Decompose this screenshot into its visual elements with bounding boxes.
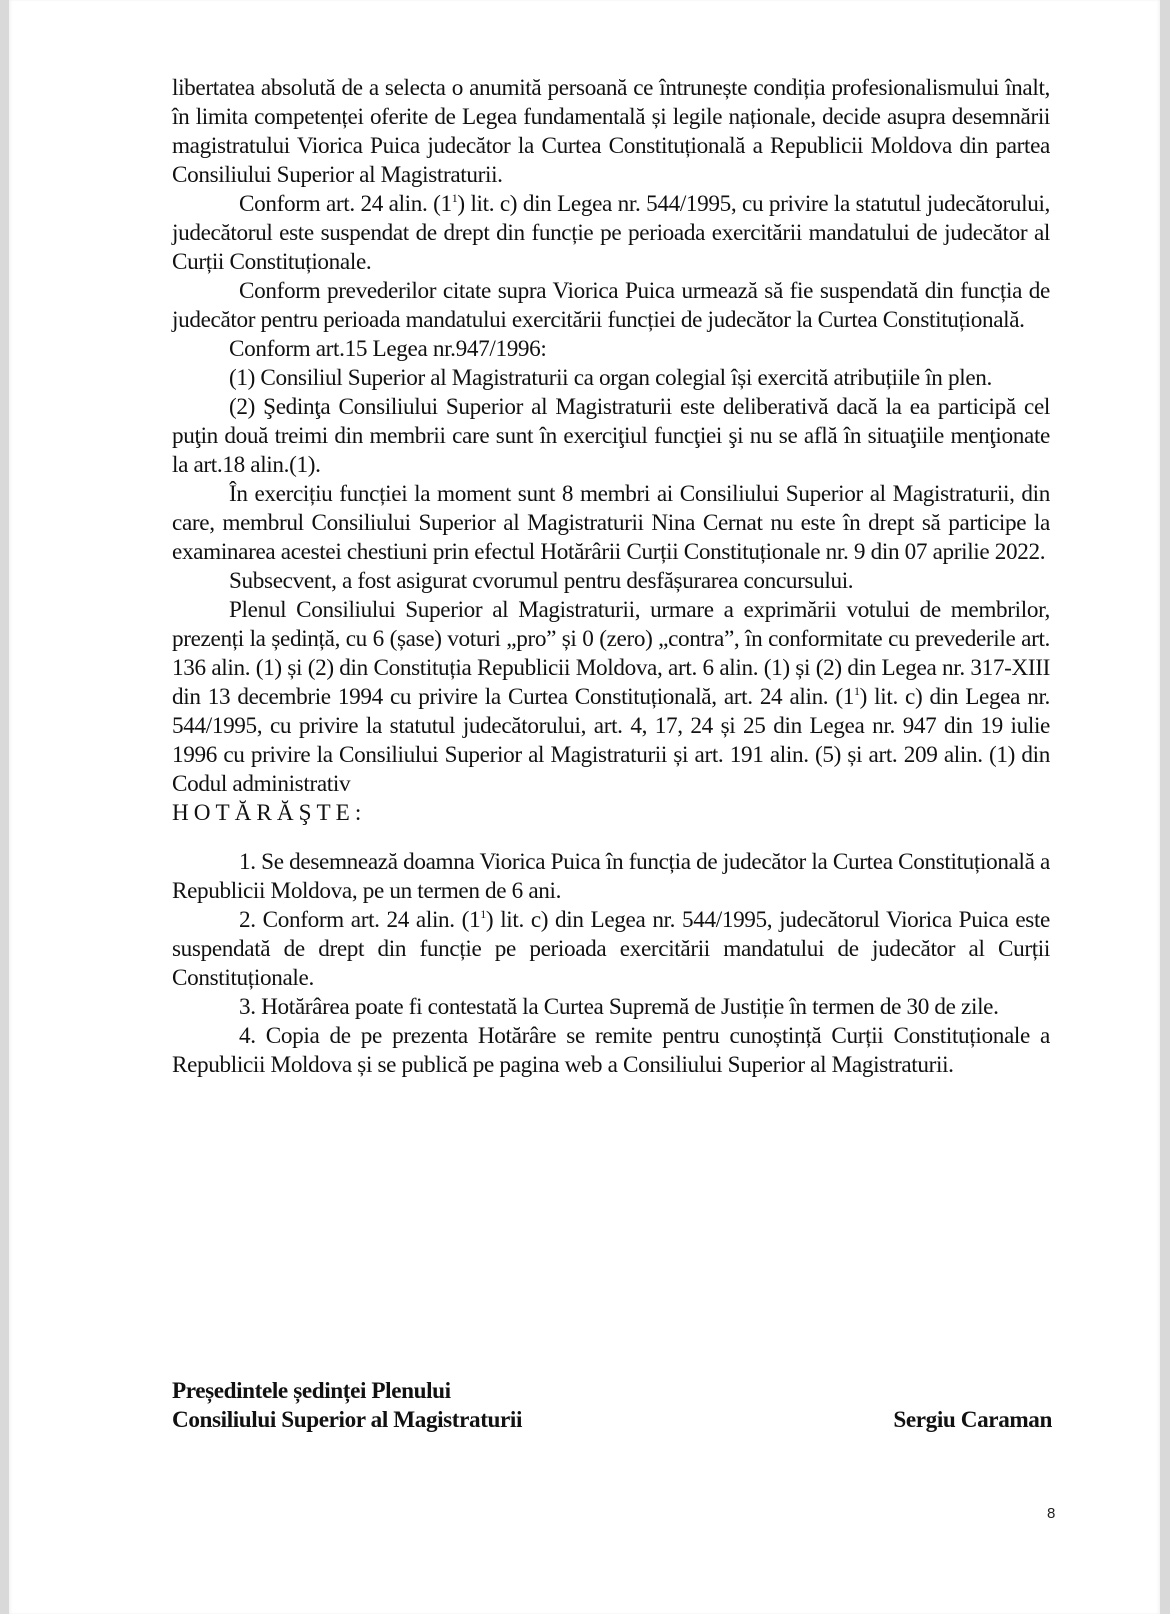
- paragraph-members: În exercițiu funcției la moment sunt 8 membri ai Consiliului Superior al Magistraturii, din care, membrul Consiliului Superior al Magistraturii Nina Cernat nu este în drept să participe la examinarea acestei chestiuni prin efectul Hotărârii Curții Constituționale nr. 9 din 07 aprilie 2022.: [172, 481, 1050, 565]
- decision-item-3: 3. Hotărârea poate fi contestată la Curtea Supremă de Justiție în termen de 30 de zile.: [239, 994, 999, 1020]
- superscript: 1: [854, 684, 860, 698]
- paragraph-suspension-law: Conform art. 24 alin. $(1^1)$ lit. c) din Legea nr. 544/1995, cu privire la statutul judecătorului, judecătorul este suspendat de drept din funcție pe perioada exercitării mandatului de judecător al Curții Constituționale.: [172, 191, 1050, 275]
- document-body: [172, 74, 1050, 1080]
- superscript: 1: [480, 907, 486, 921]
- signature-title-line1: Președintele ședinței Plenului: [172, 1378, 451, 1404]
- paragraph-selection-freedom: libertatea absolută de a selecta o anumită persoană ce întrunește condiția profesionalismului înalt, în limita competenței oferite de Legea fundamentală și legile naționale, decide asupra desemnării magistratului Viorica Puica judecător la Curtea Constituțională a Republicii Moldova din partea Consiliului Superior al Magistraturii.: [172, 75, 1050, 188]
- paragraph-art15: Conform art.15 Legea nr.947/1996:: [229, 336, 547, 362]
- decision-item-4: 4. Copia de pe prezenta Hotărâre se remite pentru cunoștință Curții Constituționale a Republicii Moldova și se publică pe pagina web a Consiliului Superior al Magistraturii.: [172, 1023, 1050, 1078]
- paragraph-art15-2: (2) Şedinţa Consiliului Superior al Magistraturii este deliberativă dacă la ea participă cel puţin două treimi din membrii care sunt în exerciţiul funcţiei şi nu se află în situaţiile menţionate la art.18 alin.(1).: [172, 394, 1050, 478]
- signature-block: [172, 1377, 1052, 1435]
- decision-item-2: 2. Conform art. 24 alin. $(1^1)$ lit. c) din Legea nr. 544/1995, judecătorul Viorica Puica este suspendată de drept din funcție pe perioada exercitării mandatului de judecător al Curții Constituționale.: [172, 907, 1050, 991]
- paragraph-vote: Plenul Consiliului Superior al Magistraturii, urmare a exprimării votului de membrilor, prezenți la ședință, cu 6 (șase) voturi „pro” și 0 (zero) „contra”, în conformitate cu prevederile art. 136 alin. (1) și (2) din Constituția Republicii Moldova, art. 6 alin. (1) și (2) din Legea nr. 317-XIII din 13 decembrie 1994 cu privire la Curtea Constituțională, art. 24 alin. $(1^1)$ lit. c) din Legea nr. 544/1995, cu privire la statutul judecătorului, art. 4, 17, 24 și 25 din Legea nr. 947 din 19 iulie 1996 cu privire la Consiliului Superior al Magistraturii și art. 191 alin. (5) și art. 209 alin. (1) din Codul administrativ: [172, 597, 1050, 797]
- decision-item-1: 1. Se desemnează doamna Viorica Puica în funcția de judecător la Curtea Constituțională a Republicii Moldova, pe un termen de 6 ani.: [172, 849, 1050, 904]
- paragraph-quorum: Subsecvent, a fost asigurat cvorumul pentru desfășurarea concursului.: [229, 568, 854, 594]
- document-page: [9, 0, 1160, 1614]
- paragraph-art15-1: (1) Consiliul Superior al Magistraturii ca organ colegial își exercită atribuțiile în plen.: [229, 365, 992, 391]
- decision-heading: HOTĂRĂŞTE:: [172, 800, 367, 826]
- paragraph-cited-provisions: Conform prevederilor citate supra Viorica Puica urmează să fie suspendată din funcția de judecător pentru perioada mandatului exercitării funcției de judecător la Curtea Constituțională.: [172, 278, 1050, 333]
- signatory-name: Sergiu Caraman: [893, 1407, 1052, 1433]
- signature-title-line2: Consiliului Superior al Magistraturii: [172, 1407, 523, 1433]
- superscript: 1: [451, 191, 458, 205]
- page-number: 8: [1047, 1505, 1056, 1522]
